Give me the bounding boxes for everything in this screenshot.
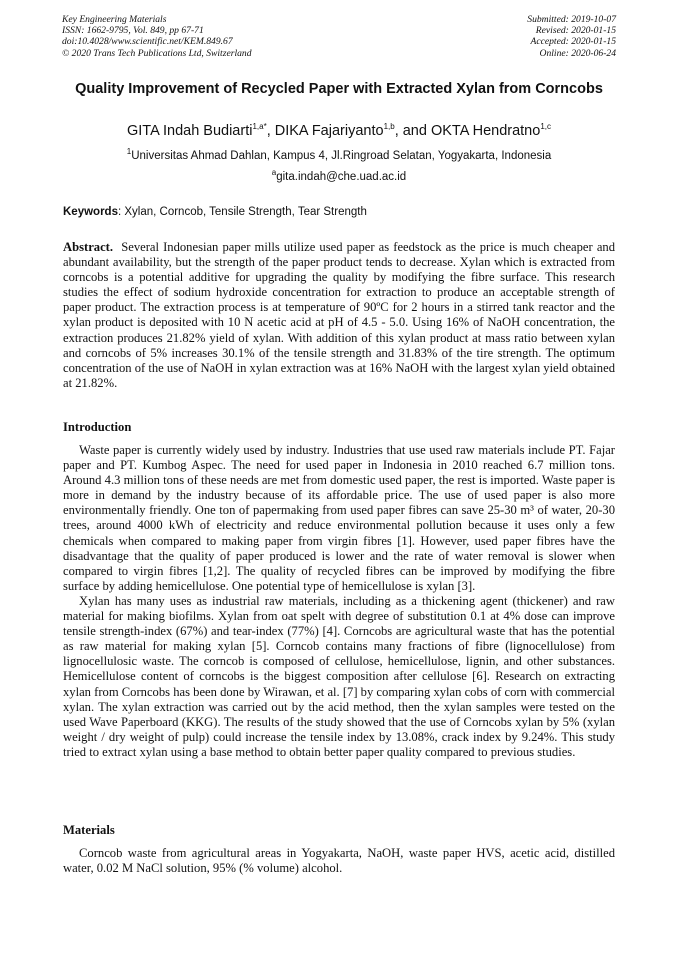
journal-copyright: © 2020 Trans Tech Publications Ltd, Switzerland	[62, 47, 252, 59]
journal-header-right	[527, 14, 616, 59]
author-separator: ,	[266, 123, 275, 139]
email-mark: a	[271, 168, 277, 178]
introduction-heading: Introduction	[63, 420, 132, 434]
author-email	[40, 170, 638, 185]
keywords-list: : Xylan, Corncob, Tensile Strength, Tear Strength	[117, 206, 367, 218]
keywords-label: Keywords	[63, 206, 118, 218]
materials-paragraph: Corncob waste from agricultural areas in Yogyakarta, NaOH, waste paper HVS, acetic acid, distilled water, 0.02 M NaCl solution, 95% (% volume) alcohol.	[63, 846, 615, 876]
introduction-paragraph: Xylan has many uses as industrial raw materials, including as a thickening agent (thickener) and raw material for making biofilms. Xylan from oat spelt with degree of substitution 0.1 at 4% dose can improve tensile strength-index (67%) and tear-index (77%) [4]. Corncobs are agricultural waste that has the potential as raw material for making xylan [5]. Corncob contains many fractions of fibre (lignocellulose) from lignocellulosic waste. The corncob is composed of cellulose, hemicellulose, lignin, and other substances. Hemicellulose content of corncobs is the biggest composition after cellulose [6]. Research on extracting xylan from Corncobs has been done by Wirawan, et al. [7] by comparing xylan cobs of corn with commercial xylan. The xylan extraction was carried out by the acid method, then the xylan samples were tested on the used Wave Paperboard (KKG). The results of the study showed that the use of Corncobs xylan by 5% (xylan weight / dry weight of pulp) could increase the tensile index by 13.08%, crack index by 9.24%. This study tried to extract xylan using a base method to obtain better paper quality compared to previous studies.	[63, 593, 615, 759]
journal-doi: doi:10.4028/www.scientific.net/KEM.849.67	[62, 36, 233, 48]
author-affiliation-mark: 1,a*	[252, 122, 267, 132]
author-name: GITA Indah Budiarti	[126, 123, 253, 139]
journal-header-left	[62, 14, 252, 59]
introduction-paragraph: Waste paper is currently widely used by industry. Industries that use used raw materials include PT. Fajar paper and PT. Kumbog Aspec. The need for used paper in Indonesia in 2010 reached 6.7 million tons. Around 4.3 million tons of these needs are met from domestic used paper, the rest is imported. Waste paper is more in demand by the industry because of its affordable price. The use of used paper is also more environmentally friendly. One ton of papermaking from used paper fibres can save 25-30 m³ of water, 20-30 trees, around 4000 kWh of electricity and reduce environmental pollution because it uses only a few chemicals when compared to making paper from virgin fibres [1]. However, used paper fibres have the disadvantage that the quality of paper produced is lower and the rate of water removal is slower when compared to virgin fibres [1,2]. The quality of recycled fibres can be improved by modifying the fibre surface by adding hemicellulose. One potential type of hemicellulose is xylan [3].	[63, 443, 615, 593]
author-separator: , and	[394, 123, 431, 139]
journal-issn: ISSN: 1662-9795, Vol. 849, pp 67-71	[62, 25, 204, 37]
author-name: DIKA Fajariyanto	[274, 123, 384, 139]
paper-title: Quality Improvement of Recycled Paper with Extracted Xylan from Corncobs	[75, 81, 603, 97]
introduction-body	[63, 443, 615, 760]
date-accepted: Accepted: 2020-01-15	[530, 36, 616, 48]
abstract-text: Several Indonesian paper mills utilize used paper as feedstock as the price is much cheaper and abundant availability, but the strength of the paper product tends to decrease. Xylan which is extracted from corncobs is a potential additive for upgrading the quality by modifying the fibre surface. This research studies the effect of sodium hydroxide concentration for extraction to produce an acceptable strength of paper product. The extraction process is at temperature of 90ºC for 2 hours in a stirred tank reactor and the xylan product is deposited with 10 N acetic acid at pH of 4.5 - 5.0. Using 16% of NaOH concentration, the extraction produces 21.82% yield of xylan. With addition of this xylan product at mass ratio between xylan and corncobs of 5% increases 30.1% of the tensile strength and 31.83% of the tire strength. The optimum concentration of the use of NaOH in xylan extraction was at 16% NaOH with the largest xylan yield obtained at 21.82%.	[63, 240, 616, 390]
author-list	[40, 122, 638, 140]
author-affiliation-mark: 1,c	[540, 122, 551, 132]
author-affiliation-mark: 1,b	[383, 122, 395, 132]
abstract	[63, 240, 615, 391]
journal-name: Key Engineering Materials	[62, 14, 167, 25]
author-name: OKTA Hendratno	[430, 123, 541, 139]
abstract-paragraph	[63, 240, 615, 391]
affiliation-text: Universitas Ahmad Dahlan, Kampus 4, Jl.Ringroad Selatan, Yogyakarta, Indonesia	[131, 150, 552, 162]
keywords	[63, 205, 615, 220]
abstract-label: Abstract.	[63, 240, 114, 254]
date-revised: Revised: 2020-01-15	[535, 25, 616, 37]
date-submitted: Submitted: 2019-10-07	[527, 14, 616, 25]
affiliation	[40, 149, 638, 164]
materials-heading: Materials	[63, 823, 115, 837]
materials-body	[63, 846, 615, 876]
email-address[interactable]: gita.indah@che.uad.ac.id	[276, 171, 407, 183]
affiliation-mark: 1	[126, 147, 132, 157]
date-online: Online: 2020-06-24	[539, 47, 616, 59]
